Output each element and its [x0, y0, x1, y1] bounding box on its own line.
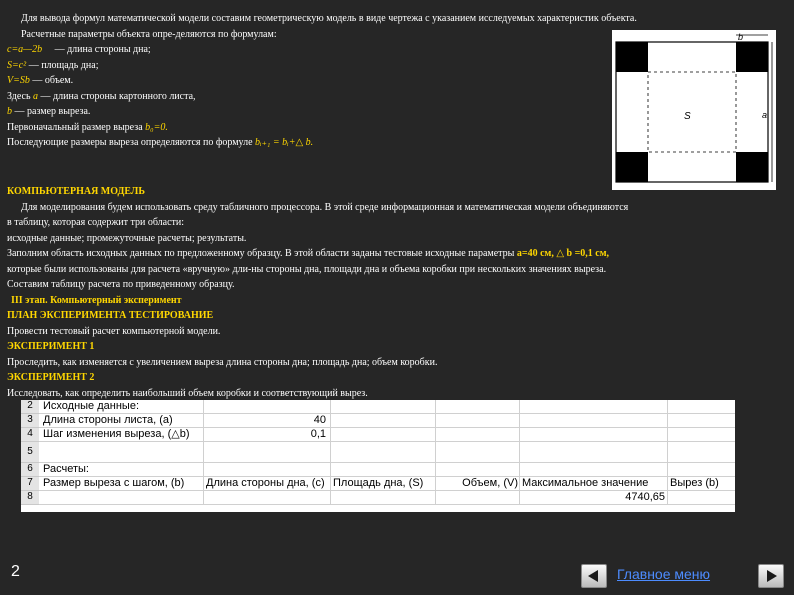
corner-cut-br	[736, 152, 768, 182]
param-delta-b: b =0,1 см,	[566, 248, 610, 259]
row-header: 6	[21, 463, 39, 477]
cell-step-label[interactable]: Шаг изменения выреза, (△b)	[43, 428, 190, 440]
stage-heading: III этап. Компьютерный эксперимент	[11, 294, 182, 306]
label-s: S	[684, 111, 691, 122]
para-8: Проследить, как изменяется с увеличением выреза длина стороны дна; площадь дна; объем коробки.	[7, 356, 438, 368]
var-a: a	[33, 90, 39, 102]
delta-symbol: △	[556, 248, 565, 259]
gridline	[667, 400, 668, 505]
spreadsheet	[21, 400, 735, 512]
forward-button[interactable]	[758, 564, 784, 588]
text-fragment: Первоначальный размер выреза	[7, 121, 143, 133]
corner-cut-tr	[736, 42, 768, 72]
gridline	[519, 400, 520, 505]
computer-model-section	[7, 184, 628, 401]
page-number: 2	[11, 563, 20, 580]
row-header: 2	[21, 400, 39, 414]
formula-s	[7, 58, 637, 74]
experiment-1-heading: ЭКСПЕРИМЕНТ 1	[7, 341, 95, 352]
gridline	[39, 462, 735, 463]
recurrence-formula: bᵢ₊₁ = bᵢ+△ b.	[255, 137, 314, 148]
box-net-svg	[612, 30, 776, 190]
cell-sheet-length-label[interactable]: Длина стороны листа, (a)	[43, 414, 173, 426]
cell-col-header-volume[interactable]: Объем, (V)	[462, 477, 518, 489]
formula-v	[7, 73, 637, 89]
plan-heading: ПЛАН ЭКСПЕРИМЕНТА ТЕСТИРОВАНИЕ	[7, 310, 214, 321]
cell-col-header-side[interactable]: Длина стороны дна, (c)	[206, 477, 325, 489]
cell-col-header-cut[interactable]: Размер выреза с шагом, (b)	[43, 477, 185, 489]
row-header: 3	[21, 414, 39, 428]
para-1: Для моделирования будем использовать среду табличного процессора. В этой среде информационная и математическая модели объединяются	[21, 201, 629, 213]
label-a: a	[762, 110, 768, 120]
formula-v-expr: V=Sb	[7, 75, 30, 86]
intro-block	[7, 11, 637, 151]
cell-col-header-area[interactable]: Площадь дна, (S)	[333, 477, 424, 489]
formula-s-desc: — площадь дна;	[28, 59, 99, 71]
intro-line-7	[7, 104, 637, 120]
row-header: 8	[21, 491, 39, 505]
para-7: Провести тестовый расчет компьютерной модели.	[7, 325, 221, 337]
formula-c-desc: — длина стороны дна;	[54, 44, 151, 55]
formula-c	[7, 42, 637, 58]
var-b: b	[7, 106, 12, 117]
back-button[interactable]	[581, 564, 607, 588]
cell-calc-header[interactable]: Расчеты:	[43, 463, 89, 475]
gridline	[39, 504, 735, 505]
arrow-left-icon	[582, 565, 606, 587]
formula-c-expr: c=a—2b	[7, 44, 43, 55]
row-header: 7	[21, 477, 39, 491]
text-fragment: — размер выреза.	[14, 106, 91, 117]
row-header: 5	[21, 442, 39, 463]
cell-step-value[interactable]: 0,1	[310, 428, 326, 440]
cell-max-value[interactable]: 4740,65	[625, 491, 665, 503]
intro-line-2: Расчетные параметры объекта опре-деляются по формулам:	[21, 28, 277, 40]
corner-cut-tl	[616, 42, 648, 72]
text-fragment: Заполним область исходных данных по предложенному образцу. В этой области заданы тестовые исходные параметры	[7, 248, 515, 259]
text-fragment: Последующие размеры выреза определяются по формуле	[7, 137, 253, 148]
formula-v-desc: — объем.	[32, 75, 74, 86]
intro-line-9	[7, 135, 637, 151]
cell-input-header[interactable]: Исходные данные:	[43, 400, 139, 412]
row-header: 4	[21, 428, 39, 442]
arrow-right-icon	[759, 565, 783, 587]
formula-s-expr: S=c²	[7, 59, 27, 71]
experiment-2-heading: ЭКСПЕРИМЕНТ 2	[7, 372, 95, 383]
section-title: КОМПЬЮТЕРНАЯ МОДЕЛЬ	[7, 186, 145, 197]
cell-col-header-best-cut[interactable]: Вырез (b)	[670, 477, 719, 489]
var-b0: b₀=0.	[145, 121, 168, 133]
intro-line-6	[7, 89, 637, 105]
box-net-diagram	[612, 30, 776, 190]
gridline	[203, 400, 204, 505]
gridline	[330, 400, 331, 505]
intro-line-1: Для вывода формул математической модели составим геометрическую модель в виде чертежа с указанием исследуемых характеристик объекта.	[21, 13, 637, 24]
main-menu-link[interactable]: Главное меню	[617, 566, 711, 582]
para-6: Составим таблицу расчета по приведенному образцу.	[7, 279, 235, 290]
cell-col-header-max[interactable]: Максимальное значение	[522, 477, 649, 489]
gridline	[39, 441, 735, 442]
label-b: b	[738, 32, 744, 42]
para-3: исходные данные; промежуточные расчеты; результаты.	[7, 232, 247, 244]
para-4	[7, 246, 628, 262]
corner-cut-bl	[616, 152, 648, 182]
para-5: которые были использованы для расчета «вручную» дли-ны стороны дна, площади дна и объема коробки при нескольких значениях выреза.	[7, 263, 607, 275]
param-a: a=40 см,	[516, 248, 554, 259]
para-2: в таблицу, которая содержит три области:	[7, 217, 185, 228]
para-9: Исследовать, как определить наибольший объем коробки и соответствующий вырез.	[7, 387, 368, 399]
intro-line-8	[7, 120, 637, 136]
text-fragment: Здесь	[7, 90, 31, 102]
gridline	[435, 400, 436, 505]
text-fragment: — длина стороны картонного листа,	[40, 90, 196, 102]
cell-sheet-length-value[interactable]: 40	[313, 414, 326, 426]
